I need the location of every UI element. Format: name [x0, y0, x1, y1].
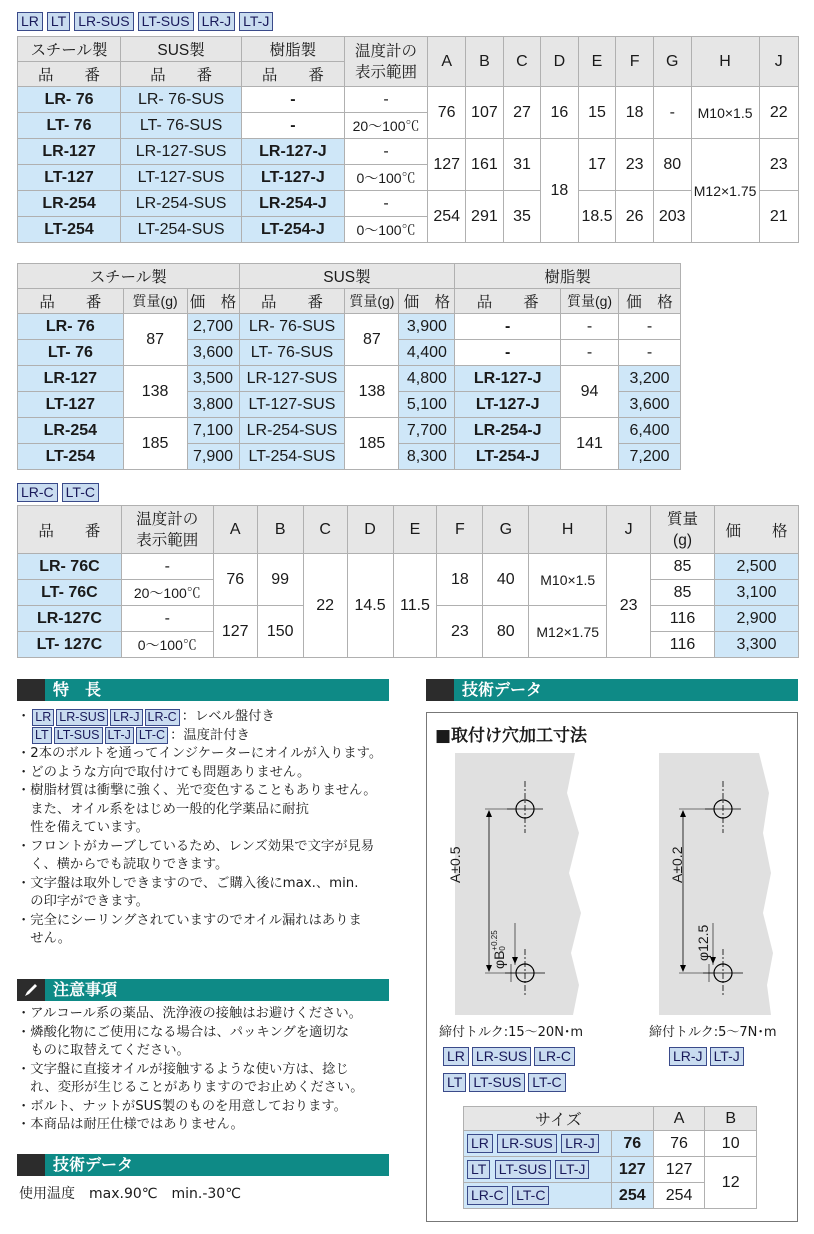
header-h: H	[691, 37, 759, 87]
subheader-part: 品 番	[121, 62, 242, 87]
price-cell: 3,500	[187, 366, 239, 392]
price-cell: -	[618, 340, 680, 366]
subheader-part: 品 番	[242, 62, 345, 87]
left-tag-row-2	[443, 1073, 566, 1092]
header-part: 品 番	[18, 506, 122, 554]
header-f: F	[437, 506, 483, 554]
price-cell: 7,100	[187, 418, 239, 444]
tag-lt-sus: LT-SUS	[54, 727, 103, 744]
part-cell: LT-127-SUS	[239, 392, 345, 418]
caution-line: ・本商品は耐圧仕様ではありません。	[17, 1117, 244, 1132]
price-cell: 3,600	[187, 340, 239, 366]
part-cell: -	[455, 314, 561, 340]
feature-line: く、横からでも読取りできます。	[17, 857, 229, 872]
part-cell: LR-127-J	[455, 366, 561, 392]
temp-cell: 20～100℃	[344, 113, 428, 139]
dim-cell: 18	[437, 554, 483, 606]
dim-cell: 22	[759, 87, 798, 139]
subheader-mass: 質量(g)	[123, 289, 187, 314]
temp-cell: -	[344, 87, 428, 113]
price-cell: 3,600	[618, 392, 680, 418]
caution-line: ・アルコール系の薬品、洗浄液の接触はお避けください。	[17, 1006, 362, 1021]
dim-cell: 35	[503, 191, 540, 243]
price-cell: 3,200	[618, 366, 680, 392]
temp-cell: -	[121, 554, 213, 580]
part-cell: -	[242, 113, 345, 139]
b-cell: 12	[705, 1157, 757, 1209]
temp-cell: -	[121, 606, 213, 632]
caution-line: ものに取替えてください。	[17, 1043, 190, 1058]
a-cell: 127	[653, 1157, 705, 1183]
size-tags	[464, 1157, 612, 1183]
tag-lr: LR	[17, 12, 43, 31]
tag-lr-c: LR-C	[17, 483, 58, 502]
dim-cell: 18	[541, 139, 578, 243]
part-cell: LT-127-J	[455, 392, 561, 418]
header-g: G	[653, 37, 691, 87]
dim-b-left: φB +0.25 0	[490, 930, 507, 969]
mass-cell: 85	[651, 554, 715, 580]
dim-cell: M10×1.5	[691, 87, 759, 139]
dim-cell: 76	[213, 554, 257, 606]
part-cell: LR-127	[18, 366, 124, 392]
part-cell: LR- 76	[18, 87, 121, 113]
dim-cell: 127	[428, 139, 466, 191]
tag-lt: LT	[32, 727, 52, 744]
dim-cell: 161	[466, 139, 504, 191]
dim-cell: 107	[466, 87, 504, 139]
part-cell: LR-127-SUS	[239, 366, 345, 392]
header-j: J	[759, 37, 798, 87]
header-steel: スチール製	[18, 37, 121, 62]
header-resin: 樹脂製	[455, 264, 681, 289]
price-cell: 3,900	[399, 314, 455, 340]
caution-line: れ、変形が生じることがありますのでお止めください。	[17, 1080, 364, 1095]
dim-cell: 23	[759, 139, 798, 191]
part-cell: LR-254-J	[455, 418, 561, 444]
part-cell: LR-254-SUS	[239, 418, 345, 444]
tech-data-heading-left	[17, 1154, 389, 1176]
part-cell: LT- 76C	[18, 580, 122, 606]
header-h: H	[529, 506, 607, 554]
feature-line: ・樹脂材質は衝撃に強く、光で変色することもありません。	[17, 783, 377, 798]
part-cell: LT-127	[18, 392, 124, 418]
part-cell: -	[242, 87, 345, 113]
torque-left: 締付トルク:15～20N･m	[439, 1025, 584, 1040]
c-tag-row	[17, 483, 99, 502]
dim-cell: 18	[616, 87, 653, 139]
part-cell: -	[455, 340, 561, 366]
dim-a-left: A±0.5	[447, 846, 463, 883]
usage-temperature: 使用温度 max.90℃ min.-30℃	[19, 1186, 241, 1202]
tag-lr-c: LR-C	[467, 1186, 508, 1205]
tag-lt-c: LT-C	[528, 1073, 565, 1092]
caution-line: ・文字盤に直接オイルが接触するような使い方は、捻じ	[17, 1061, 349, 1077]
part-cell: LR-254-SUS	[121, 191, 242, 217]
part-cell: LR- 76	[18, 314, 124, 340]
dim-cell: 31	[503, 139, 540, 191]
header-sus: SUS製	[121, 37, 242, 62]
price-cell: 4,400	[399, 340, 455, 366]
mass-cell: 85	[651, 580, 715, 606]
header-j: J	[607, 506, 651, 554]
dim-cell: 80	[653, 139, 691, 191]
mounting-hole-drawing-left	[455, 753, 585, 1015]
header-d: D	[347, 506, 393, 554]
feature-line: の印字ができます。	[17, 894, 149, 909]
dim-cell: 23	[607, 554, 651, 658]
part-cell: LR- 76-SUS	[239, 314, 345, 340]
caution-list	[17, 1005, 393, 1135]
dim-cell: 27	[503, 87, 540, 139]
part-cell: LT- 127C	[18, 632, 122, 658]
price-cell: 2,900	[714, 606, 798, 632]
part-cell: LT- 76	[18, 340, 124, 366]
feature-line: せん。	[17, 931, 71, 946]
dim-cell: 26	[616, 191, 653, 243]
price-cell: 7,200	[618, 444, 680, 470]
header-a: A	[213, 506, 257, 554]
part-cell: LT-127	[18, 165, 121, 191]
tag-lt: LT	[467, 1160, 490, 1179]
part-cell: LR-127C	[18, 606, 122, 632]
header-f: F	[616, 37, 653, 87]
mass-cell: 116	[651, 606, 715, 632]
mass-cell: 185	[345, 418, 399, 470]
part-cell: LR-127-J	[242, 139, 345, 165]
temp-cell: 0～100℃	[344, 217, 428, 243]
header-a: A	[428, 37, 466, 87]
tag-lt-j: LT-J	[105, 727, 134, 744]
mass-cell: 138	[123, 366, 187, 418]
features-heading	[17, 679, 389, 701]
dim-cell: 99	[257, 554, 303, 606]
b-cell: 10	[705, 1131, 757, 1157]
caution-heading	[17, 979, 389, 1001]
dim-cell: -	[653, 87, 691, 139]
price-cell: 8,300	[399, 444, 455, 470]
subheader-price: 価 格	[187, 289, 239, 314]
size-cell: 76	[611, 1131, 653, 1157]
dim-cell: 76	[428, 87, 466, 139]
tag-lt-sus: LT-SUS	[495, 1160, 551, 1179]
subheader-part: 品 番	[18, 62, 121, 87]
header-b: B	[705, 1107, 757, 1131]
right-tag-row	[669, 1047, 744, 1066]
dim-cell: 17	[578, 139, 616, 191]
mass-cell: 87	[345, 314, 399, 366]
caution-line: ・ボルト、ナットがSUS製のものを用意しております。	[17, 1098, 347, 1114]
part-cell: LR-127-SUS	[121, 139, 242, 165]
header-e: E	[393, 506, 437, 554]
size-table	[463, 1106, 757, 1209]
tag-lt-j: LT-J	[555, 1160, 589, 1179]
subheader-price: 価 格	[618, 289, 680, 314]
feature-line: ・フロントがカーブしているため、レンズ効果で文字が見易	[17, 838, 375, 854]
header-g: G	[483, 506, 529, 554]
tech-data-title-right: 技術データ	[454, 679, 798, 701]
size-tags	[464, 1183, 612, 1209]
part-cell: LR-254-J	[242, 191, 345, 217]
part-cell: LT-127-SUS	[121, 165, 242, 191]
header-e: E	[578, 37, 616, 87]
subheader-mass: 質量(g)	[561, 289, 619, 314]
dim-cell: 127	[213, 606, 257, 658]
part-cell: LR-254	[18, 418, 124, 444]
temp-cell: -	[344, 139, 428, 165]
header-size: サイズ	[464, 1107, 654, 1131]
part-cell: LT- 76-SUS	[239, 340, 345, 366]
dim-cell: 291	[466, 191, 504, 243]
header-d: D	[541, 37, 578, 87]
tag-lt-sus: LT-SUS	[138, 12, 194, 31]
tag-lr-sus: LR-SUS	[56, 709, 108, 726]
header-temp-range: 温度計の 表示範囲	[344, 37, 428, 87]
part-cell: LT-254	[18, 444, 124, 470]
tag-lr-j: LR-J	[198, 12, 236, 31]
part-cell: LT-254-SUS	[121, 217, 242, 243]
dim-cell: 18.5	[578, 191, 616, 243]
part-cell: LT- 76	[18, 113, 121, 139]
dim-cell: 40	[483, 554, 529, 606]
size-cell: 254	[611, 1183, 653, 1209]
subheader-price: 価 格	[399, 289, 455, 314]
header-mass: 質量 (g)	[651, 506, 715, 554]
dimension-table	[17, 36, 799, 243]
part-cell: LT-254-J	[242, 217, 345, 243]
price-cell: 5,100	[399, 392, 455, 418]
price-table	[17, 263, 681, 470]
part-cell: LR- 76C	[18, 554, 122, 580]
header-c: C	[503, 37, 540, 87]
size-cell: 127	[611, 1157, 653, 1183]
tag-lt: LT	[47, 12, 70, 31]
subheader-part: 品 番	[455, 289, 561, 314]
left-tag-row-1	[443, 1047, 575, 1066]
temp-cell: 20～100℃	[121, 580, 213, 606]
subheader-part: 品 番	[239, 289, 345, 314]
dim-cell: M12×1.75	[691, 139, 759, 243]
header-b: B	[466, 37, 504, 87]
mounting-hole-drawing-right	[659, 753, 779, 1015]
dim-cell: 23	[437, 606, 483, 658]
dim-cell: 22	[303, 554, 347, 658]
dim-a-right: A±0.2	[669, 846, 685, 883]
dim-cell: 14.5	[347, 554, 393, 658]
tag-lt-sus: LT-SUS	[469, 1073, 525, 1092]
feature-line: また、オイル系をはじめ一般的化学薬品に耐抗	[17, 801, 309, 817]
feature-line: ・2本のボルトを通ってインジケーターにオイルが入ります。	[17, 746, 383, 761]
dim-b-right: φ12.5	[695, 924, 711, 961]
features-list	[17, 708, 393, 949]
price-cell: 6,400	[618, 418, 680, 444]
dim-cell: 11.5	[393, 554, 437, 658]
tag-lt-c: LT-C	[136, 727, 168, 744]
part-cell: LR-127	[18, 139, 121, 165]
top-tag-row	[17, 12, 273, 31]
tag-lr-sus: LR-SUS	[74, 12, 133, 31]
mass-cell: 94	[561, 366, 619, 418]
tag-lr-j: LR-J	[561, 1134, 599, 1153]
tag-lt-j: LT-J	[710, 1047, 744, 1066]
part-cell: LR-254	[18, 191, 121, 217]
dim-cell: 150	[257, 606, 303, 658]
dim-cell: 203	[653, 191, 691, 243]
c-model-table	[17, 505, 799, 658]
header-price: 価 格	[714, 506, 798, 554]
mass-cell: 138	[345, 366, 399, 418]
price-cell: 3,800	[187, 392, 239, 418]
header-a: A	[653, 1107, 705, 1131]
header-c: C	[303, 506, 347, 554]
tag-lr: LR	[443, 1047, 469, 1066]
dim-cell: 15	[578, 87, 616, 139]
price-cell: 3,100	[714, 580, 798, 606]
feature-line: 性を備えています。	[17, 820, 149, 835]
header-b: B	[257, 506, 303, 554]
tag-lr-j: LR-J	[669, 1047, 707, 1066]
mass-cell: 185	[123, 418, 187, 470]
tag-lt-j: LT-J	[239, 12, 273, 31]
tag-lr-j: LR-J	[110, 709, 142, 726]
dim-cell: M12×1.75	[529, 606, 607, 658]
subheader-mass: 質量(g)	[345, 289, 399, 314]
price-cell: -	[618, 314, 680, 340]
header-sus: SUS製	[239, 264, 455, 289]
feature-line: ・文字盤は取外しできますので、ご購入後にmax.、min.	[17, 875, 359, 891]
price-cell: 7,900	[187, 444, 239, 470]
feature-tags-thermo: LT LT-SUS LT-J LT-C ：温度計付き	[17, 727, 393, 746]
temp-cell: 0～100℃	[344, 165, 428, 191]
mounting-hole-box	[426, 712, 798, 1222]
tag-lt: LT	[443, 1073, 466, 1092]
tag-lr-sus: LR-SUS	[472, 1047, 531, 1066]
feature-tags-level: ・ LR LR-SUS LR-J LR-C ：レベル盤付き	[17, 709, 275, 724]
mass-cell: -	[561, 314, 619, 340]
mass-cell: 141	[561, 418, 619, 470]
tag-lr: LR	[32, 709, 54, 726]
price-cell: 7,700	[399, 418, 455, 444]
mass-cell: 87	[123, 314, 187, 366]
tag-lr: LR	[467, 1134, 493, 1153]
dim-cell: 23	[616, 139, 653, 191]
dim-cell: 254	[428, 191, 466, 243]
features-title: 特 長	[45, 679, 389, 701]
tag-lt-c: LT-C	[62, 483, 99, 502]
a-cell: 76	[653, 1131, 705, 1157]
part-cell: LT-254-SUS	[239, 444, 345, 470]
part-cell: LT-127-J	[242, 165, 345, 191]
dim-cell: 16	[541, 87, 578, 139]
part-cell: LT- 76-SUS	[121, 113, 242, 139]
torque-right: 締付トルク:5～7N･m	[649, 1025, 777, 1040]
price-cell: 2,500	[714, 554, 798, 580]
tag-lr-c: LR-C	[145, 709, 180, 726]
dim-cell: 21	[759, 191, 798, 243]
temp-cell: -	[344, 191, 428, 217]
header-temp-range: 温度計の 表示範囲	[121, 506, 213, 554]
header-steel: スチール製	[18, 264, 240, 289]
header-resin: 樹脂製	[242, 37, 345, 62]
tech-data-heading-right	[426, 679, 798, 701]
pencil-icon	[23, 982, 39, 998]
mounting-hole-title: ■取付け穴加工寸法	[435, 726, 588, 746]
part-cell: LT-254	[18, 217, 121, 243]
part-cell: LR- 76-SUS	[121, 87, 242, 113]
caution-line: ・燐酸化物にご使用になる場合は、パッキングを適切な	[17, 1024, 350, 1040]
dim-cell: M10×1.5	[529, 554, 607, 606]
feature-line: ・完全にシーリングされていますのでオイル漏れはありま	[17, 912, 362, 928]
mass-cell: -	[561, 340, 619, 366]
tag-lt-c: LT-C	[512, 1186, 549, 1205]
mass-cell: 116	[651, 632, 715, 658]
tech-data-title-left: 技術データ	[45, 1154, 389, 1176]
size-tags	[464, 1131, 612, 1157]
price-cell: 3,300	[714, 632, 798, 658]
tag-lr-sus: LR-SUS	[497, 1134, 556, 1153]
price-cell: 2,700	[187, 314, 239, 340]
a-cell: 254	[653, 1183, 705, 1209]
feature-line: ・どのような方向で取付けても問題ありません。	[17, 764, 311, 780]
part-cell: LT-254-J	[455, 444, 561, 470]
dim-cell: 80	[483, 606, 529, 658]
temp-cell: 0～100℃	[121, 632, 213, 658]
caution-title: 注意事項	[45, 979, 389, 1001]
subheader-part: 品 番	[18, 289, 124, 314]
price-cell: 4,800	[399, 366, 455, 392]
tag-lr-c: LR-C	[534, 1047, 575, 1066]
